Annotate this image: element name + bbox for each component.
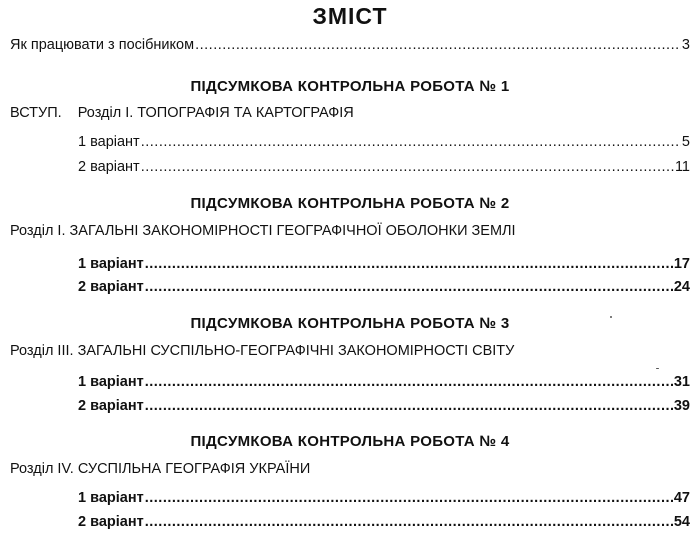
unit-heading-3: Розділ ІІІ. ЗАГАЛЬНІ СУСПІЛЬНО-ГЕОГРАФІЧНІ ЗАКОНОМІРНОСТІ СВІТУ — [10, 343, 515, 359]
toc-entry-s4-v2[interactable] — [78, 513, 690, 531]
toc-entry-label: 1 варіант — [78, 256, 144, 272]
toc-entry-label: 1 варіант — [78, 374, 144, 390]
unit-heading-4: Розділ IV. СУСПІЛЬНА ГЕОГРАФІЯ УКРАЇНИ — [10, 461, 311, 477]
scan-speck — [610, 316, 612, 318]
toc-entry-label: 1 варіант — [78, 490, 144, 506]
dot-leader — [145, 255, 673, 273]
toc-entry-s3-v2[interactable] — [78, 397, 690, 415]
unit-title: Розділ І. ТОПОГРАФІЯ ТА КАРТОГРАФІЯ — [77, 105, 354, 121]
dot-leader — [141, 158, 674, 176]
unit-heading-2: Розділ І. ЗАГАЛЬНІ ЗАКОНОМІРНОСТІ ГЕОГРАФІЧНОЇ ОБОЛОНКИ ЗЕМЛІ — [10, 223, 516, 239]
dot-leader — [145, 513, 673, 531]
dot-leader — [145, 397, 673, 415]
dot-leader — [141, 133, 681, 151]
toc-page-number: 24 — [673, 279, 690, 295]
toc-page-number: 5 — [681, 134, 690, 150]
section-header-4: ПІДСУМКОВА КОНТРОЛЬНА РОБОТА № 4 — [190, 433, 510, 450]
toc-entry-label: 1 варіант — [78, 134, 140, 150]
toc-entry-label: Як працювати з посібником — [10, 37, 195, 53]
toc-entry-s2-v2[interactable] — [78, 278, 690, 296]
toc-entry-s1-v2[interactable] — [78, 158, 690, 176]
toc-page-number: 47 — [673, 490, 690, 506]
toc-page-number: 17 — [673, 256, 690, 272]
toc-entry-label: 2 варіант — [78, 159, 140, 175]
toc-entry-label: 2 варіант — [78, 279, 144, 295]
toc-entry-s4-v1[interactable] — [78, 489, 690, 507]
toc-entry-s3-v1[interactable] — [78, 373, 690, 391]
toc-page-number: 11 — [674, 159, 690, 175]
toc-entry-s1-v1[interactable] — [78, 133, 690, 151]
toc-page-number: 39 — [673, 398, 690, 414]
dot-leader — [145, 278, 673, 296]
section-header-1: ПІДСУМКОВА КОНТРОЛЬНА РОБОТА № 1 — [190, 78, 510, 95]
toc-page-number: 3 — [681, 37, 690, 53]
dot-leader — [195, 36, 681, 54]
section-header-3: ПІДСУМКОВА КОНТРОЛЬНА РОБОТА № 3 — [190, 315, 510, 332]
toc-entry-label: 2 варіант — [78, 398, 144, 414]
scan-speck — [656, 368, 659, 369]
section-header-2: ПІДСУМКОВА КОНТРОЛЬНА РОБОТА № 2 — [190, 195, 510, 212]
toc-page-number: 31 — [673, 374, 690, 390]
unit-heading-1 — [10, 105, 354, 121]
toc-entry-intro[interactable] — [10, 36, 690, 54]
toc-title: ЗМІСТ — [312, 3, 388, 29]
dot-leader — [145, 489, 673, 507]
unit-prefix: ВСТУП. — [10, 105, 62, 121]
toc-entry-s2-v1[interactable] — [78, 255, 690, 273]
toc-page-number: 54 — [673, 514, 690, 530]
toc-entry-label: 2 варіант — [78, 514, 144, 530]
dot-leader — [145, 373, 673, 391]
